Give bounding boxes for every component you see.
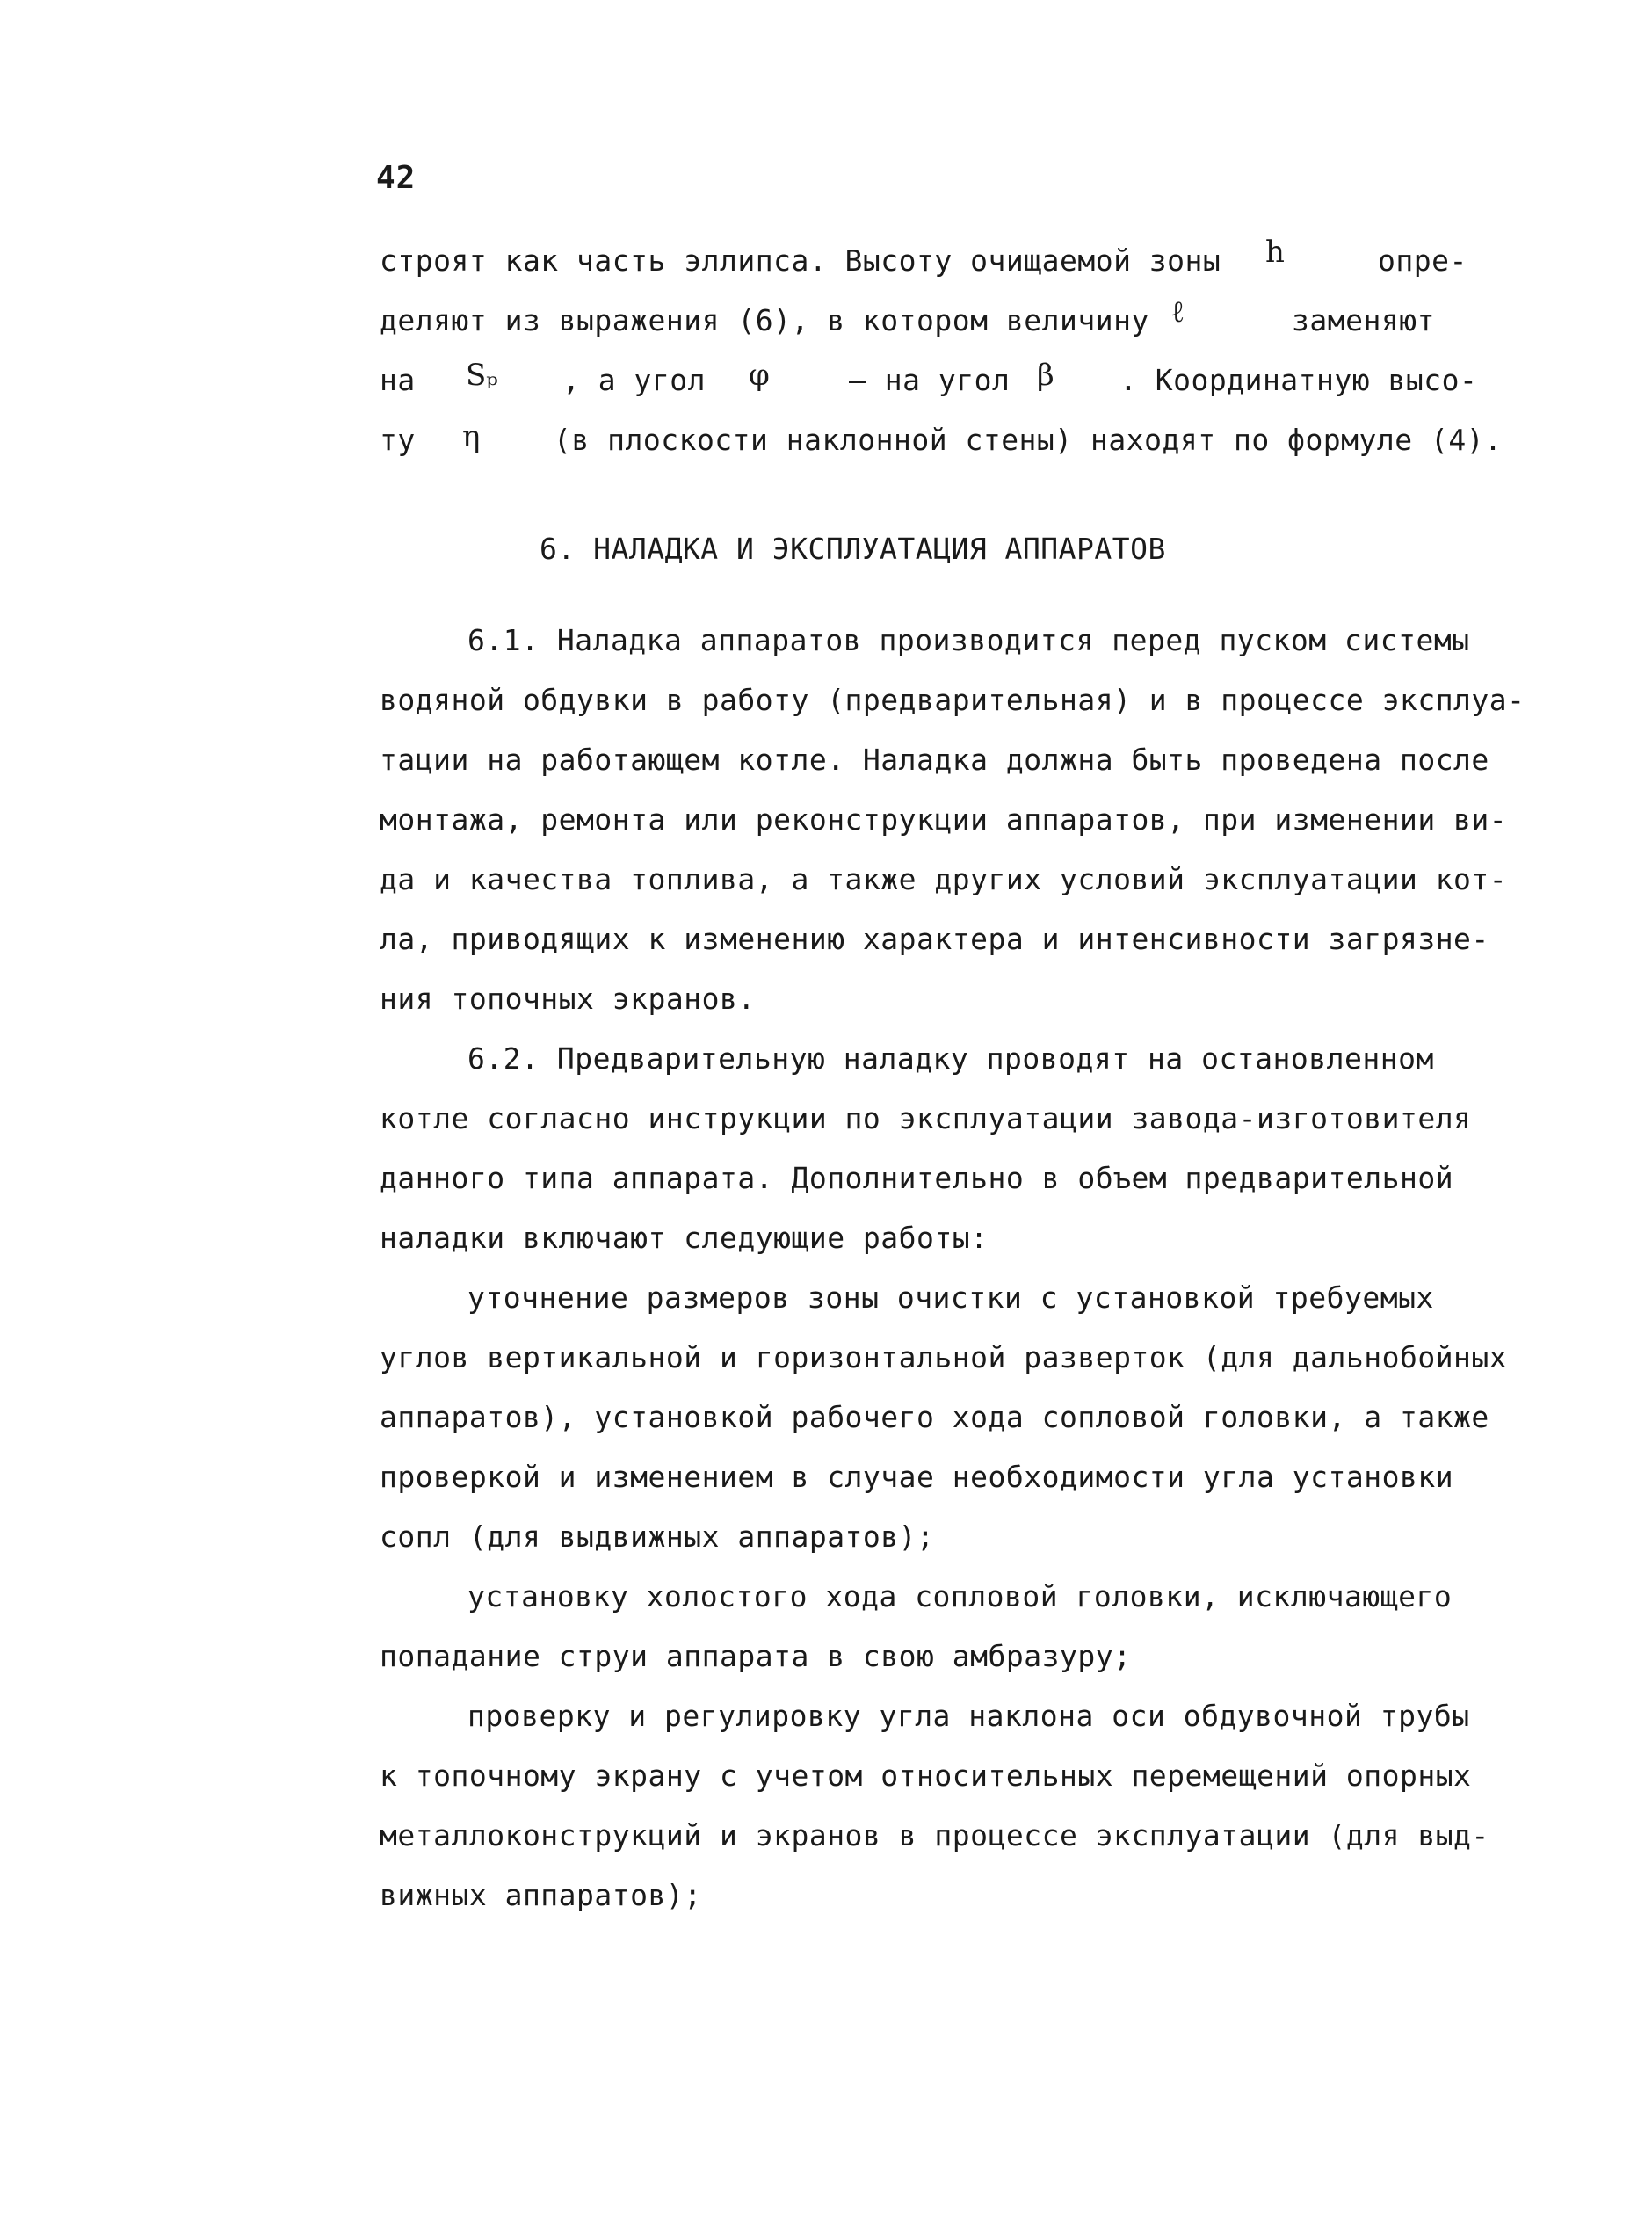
intro-line-3d: . Координатную высо- xyxy=(1119,363,1478,397)
p61-line: 6.1. Наладка аппаратов производится перед пуском системы xyxy=(467,623,1470,657)
section-heading: 6. НАЛАДКА И ЭКСПЛУАТАЦИЯ АППАРАТОВ xyxy=(540,532,1166,566)
symbol-phi: φ xyxy=(749,358,770,393)
p61-line: тации на работающем котле. Наладка должна быть проведена после xyxy=(380,743,1489,777)
intro-line-3b: , а угол xyxy=(562,363,706,397)
item1-line: аппаратов), установкой рабочего хода сопловой головки, а также xyxy=(380,1400,1489,1434)
page-number: 42 xyxy=(376,160,417,196)
item3-line: проверку и регулировку угла наклона оси обдувочной трубы xyxy=(467,1699,1470,1733)
intro-line-1b: опре- xyxy=(1378,243,1467,278)
p61-line: водяной обдувки в работу (предварительная) и в процессе эксплуа- xyxy=(380,683,1525,717)
intro-line-2b: заменяют xyxy=(1292,303,1435,337)
p61-line: да и качества топлива, а также других условий эксплуатации кот- xyxy=(380,862,1508,896)
symbol-sp: Sₚ xyxy=(466,358,498,393)
item2-line: попадание струи аппарата в свою амбразуру; xyxy=(380,1639,1132,1673)
p61-line: монтажа, ремонта или реконструкции аппаратов, при изменении ви- xyxy=(380,802,1508,837)
intro-line-3c: – на угол xyxy=(849,363,1011,397)
item2-line: установку холостого хода сопловой головки, исключающего xyxy=(467,1579,1453,1613)
symbol-beta: β xyxy=(1037,358,1054,393)
intro-line-4a: ту xyxy=(380,423,416,457)
symbol-h: h xyxy=(1265,235,1285,270)
symbol-eta: η xyxy=(462,419,481,454)
symbol-l: ℓ xyxy=(1170,294,1185,330)
intro-line-3a: на xyxy=(380,363,416,397)
intro-line-2a: деляют из выражения (6), в котором величину xyxy=(380,303,1149,337)
item1-line: проверкой и изменением в случае необходимости угла установки xyxy=(380,1460,1454,1494)
p62-line: данного типа аппарата. Дополнительно в объем предварительной xyxy=(380,1161,1454,1195)
item3-line: к топочному экрану с учетом относительных перемещений опорных xyxy=(380,1758,1472,1793)
item3-line: вижных аппаратов); xyxy=(380,1878,702,1912)
intro-line-4b: (в плоскости наклонной стены) находят по формуле (4). xyxy=(554,423,1503,457)
intro-line-1a: строят как часть эллипса. Высоту очищаемой зоны xyxy=(380,243,1221,278)
p62-line: наладки включают следующие работы: xyxy=(380,1221,989,1255)
p62-line: котле согласно инструкции по эксплуатации завода-изготовителя xyxy=(380,1101,1472,1135)
p61-line: ла, приводящих к изменению характера и интенсивности загрязне- xyxy=(380,922,1489,956)
p62-line: 6.2. Предварительную наладку проводят на остановленном xyxy=(467,1041,1434,1076)
item1-line: уточнение размеров зоны очистки с установкой требуемых xyxy=(467,1280,1434,1315)
item3-line: металлоконструкций и экранов в процессе эксплуатации (для выд- xyxy=(380,1818,1489,1853)
p61-line: ния топочных экранов. xyxy=(380,982,756,1016)
item1-line: сопл (для выдвижных аппаратов); xyxy=(380,1519,935,1554)
item1-line: углов вертикальной и горизонтальной разверток (для дальнобойных xyxy=(380,1340,1508,1374)
